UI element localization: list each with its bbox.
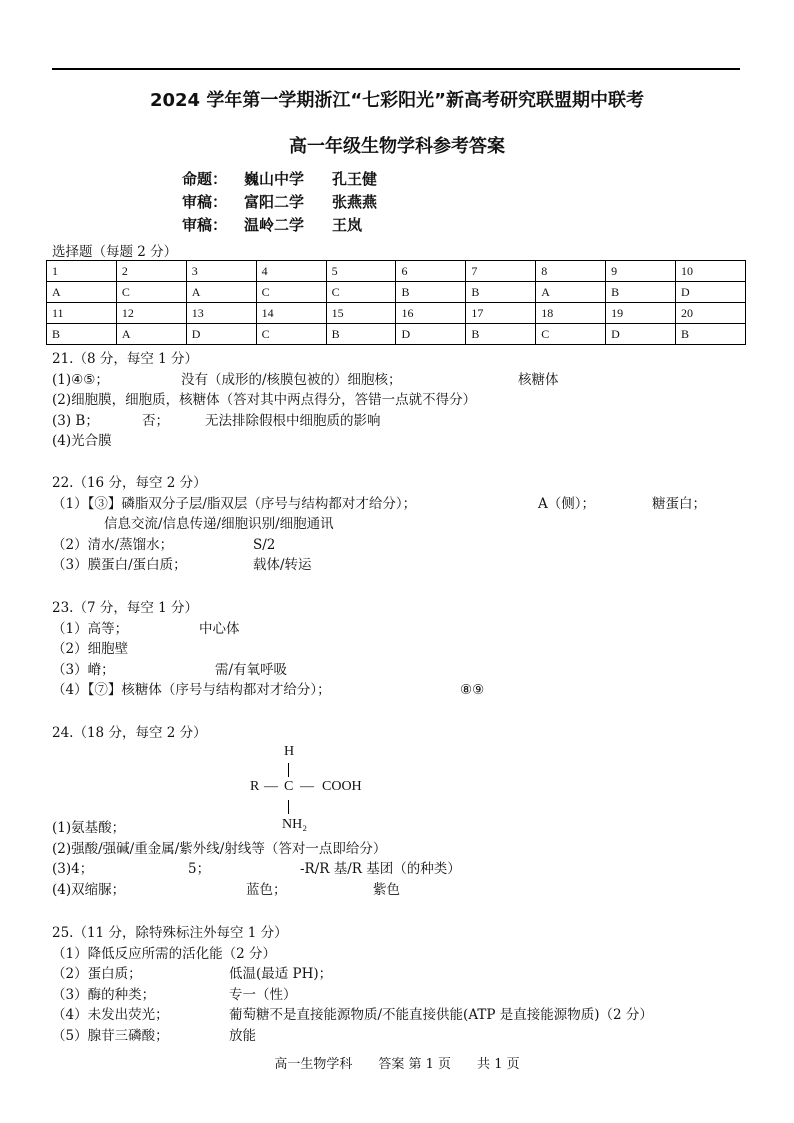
answer-cell: C	[536, 324, 606, 345]
answer-cell: C	[256, 324, 326, 345]
answer-line	[52, 535, 416, 556]
question-number-cell: 18	[536, 303, 606, 324]
question-number-cell: 15	[326, 303, 396, 324]
answer-cell: D	[676, 282, 746, 303]
author-school: 温岭二学	[244, 216, 305, 234]
author-role: 命题：	[182, 170, 228, 188]
question-number-cell: 12	[116, 303, 186, 324]
question-number-row	[47, 303, 746, 324]
answer-part: ⑧⑨	[460, 682, 485, 698]
formula-c-atom: C	[284, 779, 294, 794]
question-21	[52, 349, 559, 452]
answer-part: （1）【③】磷脂双分子层/脂双层（序号与结构都对才给分）；	[52, 495, 417, 512]
answer-line: (2)强酸/强碱/重金属/紫外线/射线等（答对一点即给分）	[52, 840, 387, 857]
answer-part: （3）酶的种类；	[52, 986, 156, 1003]
answer-line: (4)光合膜	[52, 433, 112, 449]
answer-part: 核糖体	[518, 371, 559, 388]
formula-carboxyl-group: COOH	[322, 779, 362, 794]
answer-part: （1）高等；	[52, 620, 129, 637]
question-header: 24.（18 分，每空 2 分）	[52, 725, 207, 741]
answer-cell: A	[116, 324, 186, 345]
answer-part: （4）【⑦】核糖体（序号与结构都对才给分）；	[52, 682, 331, 698]
answer-cell: A	[536, 282, 606, 303]
author-role: 审稿：	[182, 193, 228, 211]
answer-cell: C	[326, 282, 396, 303]
author-school: 巍山中学	[244, 170, 305, 188]
question-24	[52, 723, 207, 744]
page-subtitle: 高一年级生物学科参考答案	[289, 136, 505, 157]
question-number-cell: 3	[186, 261, 256, 282]
answer-line: （1）降低反应所需的活化能（2 分）	[52, 945, 276, 962]
header-rule	[52, 68, 740, 70]
answer-part: (1)④⑤；	[52, 371, 109, 388]
question-23	[52, 598, 485, 701]
answer-part: S/2	[253, 536, 276, 553]
answer-line	[52, 370, 559, 391]
answer-cell: D	[186, 324, 256, 345]
question-24-answers	[52, 818, 461, 900]
answer-cell: B	[676, 324, 746, 345]
author-row	[182, 191, 377, 214]
formula-bond-up	[288, 763, 289, 777]
question-number-cell: 4	[256, 261, 326, 282]
answer-part: 低温(最适 PH)；	[229, 966, 333, 982]
page-footer: 高一生物学科 答案 第 1 页 共 1 页	[274, 1057, 520, 1072]
question-22	[52, 473, 706, 576]
question-number-cell: 19	[606, 303, 676, 324]
answer-cell: B	[466, 324, 536, 345]
author-school: 富阳二学	[244, 193, 305, 211]
formula-bond-right: —	[300, 779, 314, 794]
answer-row	[47, 282, 746, 303]
answer-part: (3)4；	[52, 861, 94, 877]
answer-part: A（侧）；	[538, 495, 595, 512]
author-name: 张燕燕	[332, 193, 378, 211]
answer-line	[52, 555, 416, 576]
author-row	[182, 168, 377, 191]
question-number-cell: 14	[256, 303, 326, 324]
answer-row	[47, 324, 746, 345]
answer-line: （2）细胞壁	[52, 641, 129, 657]
answer-cell: B	[326, 324, 396, 345]
mc-section-label: 选择题（每题 2 分）	[52, 244, 178, 260]
answer-cell: C	[256, 282, 326, 303]
answer-part: （3）膜蛋白/蛋白质；	[52, 557, 187, 573]
answer-cell: D	[396, 324, 466, 345]
answer-line: 信息交流/信息传递/细胞识别/细胞通讯	[104, 516, 334, 532]
question-header: 25.（11 分，除特殊标注外每空 1 分）	[52, 925, 288, 941]
question-number-cell: 16	[396, 303, 466, 324]
author-row	[182, 214, 377, 237]
answer-part: (3) B；	[52, 412, 99, 429]
answer-part: 葡萄糖不是直接能源物质/不能直接供能(ATP 是直接能源物质)（2 分）	[229, 1007, 653, 1023]
answer-part: 放能	[229, 1027, 256, 1044]
answer-cell: B	[606, 282, 676, 303]
answer-cell: B	[466, 282, 536, 303]
answer-part: （2）蛋白质；	[52, 966, 142, 982]
answer-part: 专一（性）	[229, 986, 297, 1003]
answer-line	[52, 619, 331, 640]
answer-line: (2)细胞膜，细胞质，核糖体（答对其中两点得分，答错一点就不得分）	[52, 392, 477, 408]
formula-r-group: R	[250, 779, 260, 794]
answer-part: 载体/转运	[253, 557, 312, 573]
answer-part: 需/有氧呼吸	[215, 661, 288, 678]
answer-cell: B	[47, 324, 117, 345]
answer-part: -R/R 基/R 基团（的种类）	[300, 861, 461, 877]
answer-line	[52, 411, 476, 432]
answer-part: 否；	[142, 412, 169, 429]
formula-bond-left: —	[264, 779, 278, 794]
answer-line: (1)氨基酸；	[52, 820, 126, 836]
answer-part: 蓝色；	[246, 881, 287, 898]
answer-part: （5）腺苷三磷酸；	[52, 1027, 169, 1044]
answer-part: 5；	[188, 861, 211, 877]
question-number-cell: 5	[326, 261, 396, 282]
answer-part: 没有（成形的/核膜包被的）细胞核；	[181, 371, 402, 388]
answer-line	[52, 859, 461, 880]
question-number-cell: 1	[47, 261, 117, 282]
author-name: 孔王健	[332, 170, 378, 188]
question-number-cell: 6	[396, 261, 466, 282]
answer-part: 紫色	[373, 881, 400, 898]
question-number-cell: 11	[47, 303, 117, 324]
answer-line	[52, 660, 331, 681]
answer-cell: A	[47, 282, 117, 303]
mc-answer-table	[46, 260, 746, 345]
question-number-cell: 10	[676, 261, 746, 282]
page-title: 2024 学年第一学期浙江“七彩阳光”新高考研究联盟期中联考	[149, 90, 645, 111]
answer-line	[52, 680, 485, 701]
question-number-cell: 20	[676, 303, 746, 324]
formula-bond-down	[288, 800, 289, 814]
question-number-cell: 8	[536, 261, 606, 282]
answer-part: 中心体	[199, 620, 240, 637]
answer-part: 糖蛋白；	[652, 495, 706, 512]
answer-cell: B	[396, 282, 466, 303]
answer-cell: A	[186, 282, 256, 303]
answer-line	[52, 880, 400, 901]
answer-part: (4)双缩脲；	[52, 881, 126, 898]
answer-line	[52, 985, 297, 1006]
answer-line	[52, 1005, 653, 1026]
answer-part: （4）未发出荧光；	[52, 1007, 169, 1023]
answer-part: 无法排除假根中细胞质的影响	[205, 412, 381, 429]
question-number-cell: 9	[606, 261, 676, 282]
question-number-cell: 7	[466, 261, 536, 282]
answer-part: （3）嵴；	[52, 661, 115, 678]
author-role: 审稿：	[182, 216, 228, 234]
answer-line	[52, 494, 706, 515]
question-number-cell: 2	[116, 261, 186, 282]
answer-cell: C	[116, 282, 186, 303]
author-list	[182, 168, 377, 237]
formula-h-atom: H	[284, 744, 295, 759]
question-header: 21.（8 分，每空 1 分）	[52, 351, 199, 367]
answer-line	[52, 964, 333, 985]
author-name: 王岚	[332, 216, 363, 234]
answer-part: （2）清水/蒸馏水；	[52, 536, 174, 553]
question-number-cell: 17	[466, 303, 536, 324]
answer-cell: D	[606, 324, 676, 345]
question-25	[52, 923, 653, 1046]
question-number-cell: 13	[186, 303, 256, 324]
question-header: 22.（16 分，每空 2 分）	[52, 475, 207, 491]
formula-amino-group: NH₂	[282, 817, 308, 832]
answer-line	[52, 1026, 288, 1047]
question-number-row	[47, 261, 746, 282]
question-header: 23.（7 分，每空 1 分）	[52, 600, 199, 616]
